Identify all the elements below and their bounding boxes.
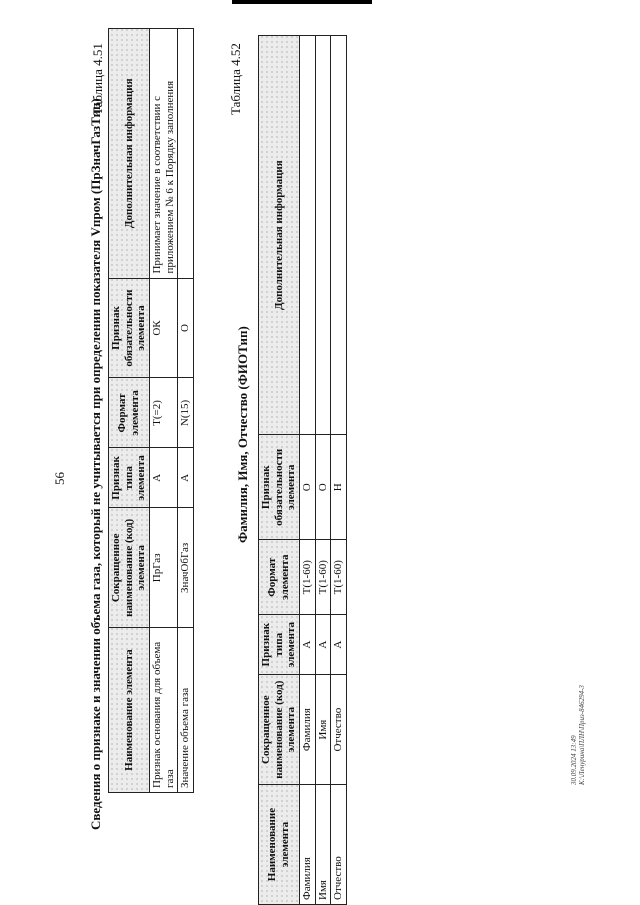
table2-header-required: Признак обязательности элемента (259, 435, 300, 540)
cell-required: О (178, 278, 194, 378)
footnote-path: К:\Ленурина\ПЛН\Приз-846294-3 (578, 685, 587, 785)
table1-header-required: Признак обязательности элемента (109, 278, 150, 378)
cell-code: Отчество (331, 675, 347, 785)
cell-info (299, 36, 315, 435)
cell-format: T(1-60) (315, 540, 331, 615)
table1-header-row (109, 29, 150, 793)
table2-header-code: Сокращенное наименование (код) элемента (259, 675, 300, 785)
cell-name: Признак основания для объема газа (149, 628, 177, 793)
cell-name: Значение объема газа (178, 628, 194, 793)
table1 (108, 28, 194, 793)
cell-info (315, 36, 331, 435)
cell-code: Имя (315, 675, 331, 785)
cell-code: ПрГаз (149, 508, 177, 628)
cell-code: ЗначОбГаз (178, 508, 194, 628)
table2-header-format: Формат элемента (259, 540, 300, 615)
cell-info (331, 36, 347, 435)
table-row (149, 29, 177, 793)
cell-type: А (315, 615, 331, 675)
print-footnote (570, 685, 587, 785)
table2-label: Таблица 4.52 (228, 43, 243, 115)
table2-header-type: Признак типа элемента (259, 615, 300, 675)
cell-type: А (149, 448, 177, 508)
footnote-date: 30.09.2024 13:49 (570, 735, 578, 785)
cell-info: Принимает значение в соответствии с приложением № 6 к Порядку заполнения (149, 29, 177, 279)
table1-header-name: Наименование элемента (109, 628, 150, 793)
cell-info (178, 29, 194, 279)
cell-type: А (178, 448, 194, 508)
cell-required: ОК (149, 278, 177, 378)
cell-required: О (299, 435, 315, 540)
table2-header-info: Дополнительная информация (259, 36, 300, 435)
table1-label: Таблица 4.51 (90, 43, 105, 115)
cell-format: T(1-60) (331, 540, 347, 615)
table2 (258, 35, 347, 905)
page-number: 56 (52, 472, 67, 485)
table1-header-type: Признак типа элемента (109, 448, 150, 508)
table1-header-format: Формат элемента (109, 378, 150, 448)
table-row (299, 36, 315, 905)
table2-title: Фамилия, Имя, Отчество (ФИОТип) (235, 326, 250, 543)
table2-header-row (259, 36, 300, 905)
cell-code: Фамилия (299, 675, 315, 785)
cell-name: Фамилия (299, 785, 315, 905)
table1-header-code: Сокращенное наименование (код) элемента (109, 508, 150, 628)
cell-required: О (315, 435, 331, 540)
cell-type: А (299, 615, 315, 675)
table-row (178, 29, 194, 793)
table2-header-name: Наименование элемента (259, 785, 300, 905)
table1-header-info: Дополнительная информация (109, 29, 150, 279)
cell-format: N(15) (178, 378, 194, 448)
cell-format: T(=2) (149, 378, 177, 448)
cell-required: Н (331, 435, 347, 540)
table-row (331, 36, 347, 905)
cell-format: T(1-60) (299, 540, 315, 615)
table-row (315, 36, 331, 905)
cell-name: Имя (315, 785, 331, 905)
cell-type: А (331, 615, 347, 675)
table1-title: Сведения о признаке и значении объема газа, который не учитывается при определении показателя Vпром (ПрЗначГазТип) (88, 98, 103, 830)
cell-name: Отчество (331, 785, 347, 905)
